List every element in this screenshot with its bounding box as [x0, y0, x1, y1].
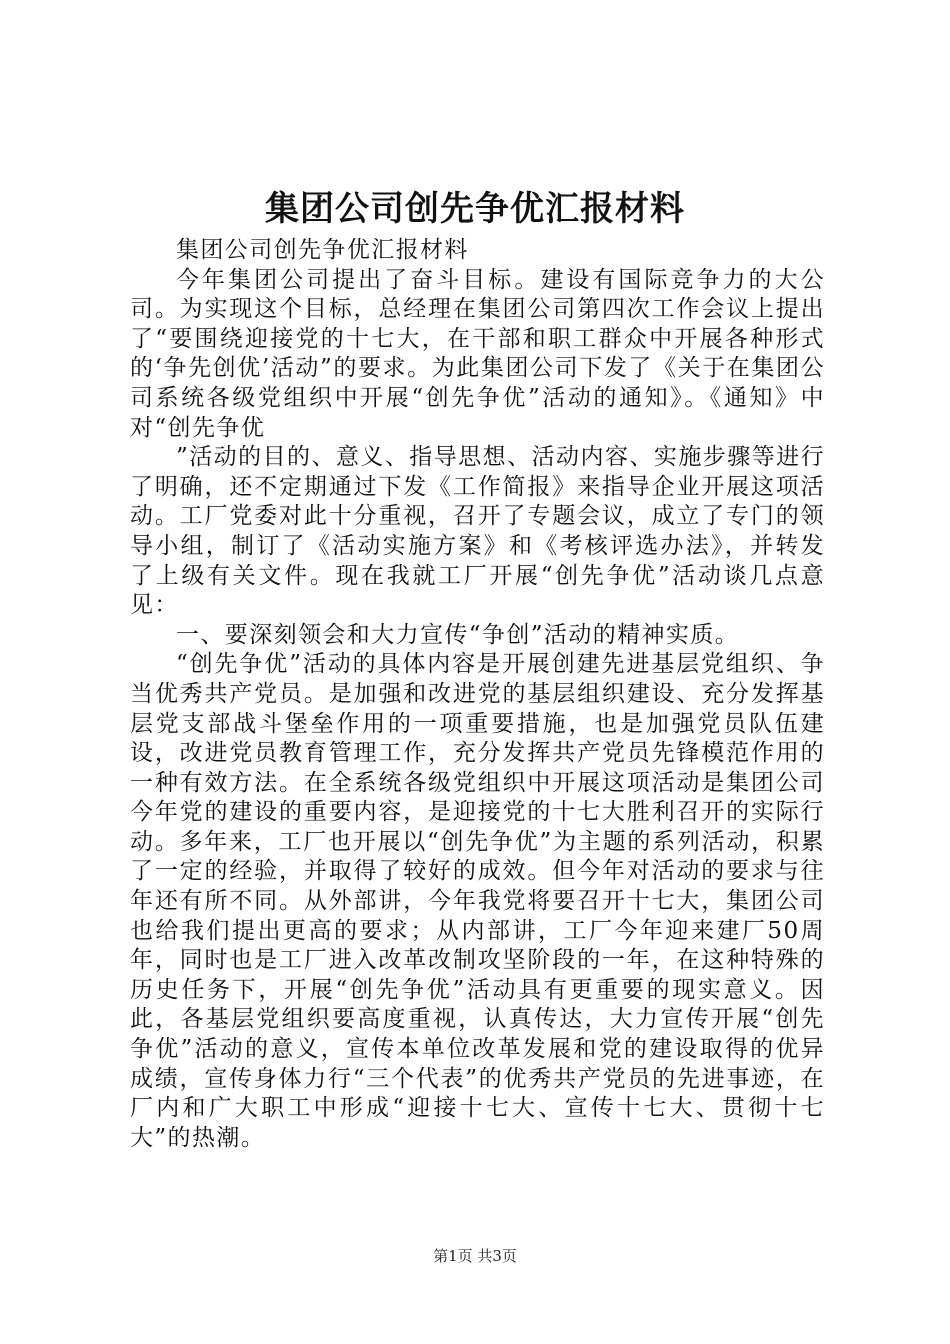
- page-number-footer: 第1页 共3页: [433, 1247, 517, 1265]
- paragraph: “创先争优”活动的具体内容是开展创建先进基层党组织、争当优秀共产党员。是加强和改进党的基层组织建设、充分发挥基层党支部战斗堡垒作用的一项重要措施，也是加强党员队伍建设，改进党员教育管理工作，充分发挥共产党员先锋模范作用的一种有效方法。在全系统各级党组织中开展这项活动是集团公司今年党的建设的重要内容，是迎接党的十七大胜利召开的实际行动。多年来，工厂也开展以“创先争优”为主题的系列活动，积累了一定的经验，并取得了较好的成效。但今年对活动的要求与往年还有所不同。从外部讲，今年我党将要召开十七大，集团公司也给我们提出更高的要求；从内部讲，工厂今年迎来建厂50周年，同时也是工厂进入改革改制攻坚阶段的一年，在这种特殊的历史任务下，开展“创先争优”活动具有更重要的现实意义。因此，各基层党组织要高度重视，认真传达，大力宣传开展“创先争优”活动的意义，宣传本单位改革发展和党的建设取得的优异成绩，宣传身体力行“三个代表”的优秀共产党员的先进事迹，在厂内和广大职工中形成“迎接十七大、宣传十七大、贯彻十七大”的热潮。: [130, 651, 825, 1151]
- section-heading: 一、要深刻领会和大力宣传“争创”活动的精神实质。: [176, 621, 740, 648]
- paragraph-subtitle: 集团公司创先争优汇报材料: [176, 237, 469, 263]
- document-title: 集团公司创先争优汇报材料: [265, 189, 685, 229]
- paragraph: ”活动的目的、意义、指导思想、活动内容、实施步骤等进行了明确，还不定期通过下发《工作简报》来指导企业开展这项活动。工厂党委对此十分重视，召开了专题会议，成立了专门的领导小组，制订了《活动实施方案》和《考核评选办法》，并转发了上级有关文件。现在我就工厂开展“创先争优”活动谈几点意见：: [130, 444, 825, 619]
- document-body: [130, 236, 825, 1153]
- paragraph: 今年集团公司提出了奋斗目标。建设有国际竞争力的大公司。为实现这个目标，总经理在集团公司第四次工作会议上提出了“要围绕迎接党的十七大，在干部和职工群众中开展各种形式的‘争先创优’活动”的要求。为此集团公司下发了《关于在集团公司系统各级党组织中开展“创先争优”活动的通知》。《通知》中对“创先争优: [130, 266, 825, 441]
